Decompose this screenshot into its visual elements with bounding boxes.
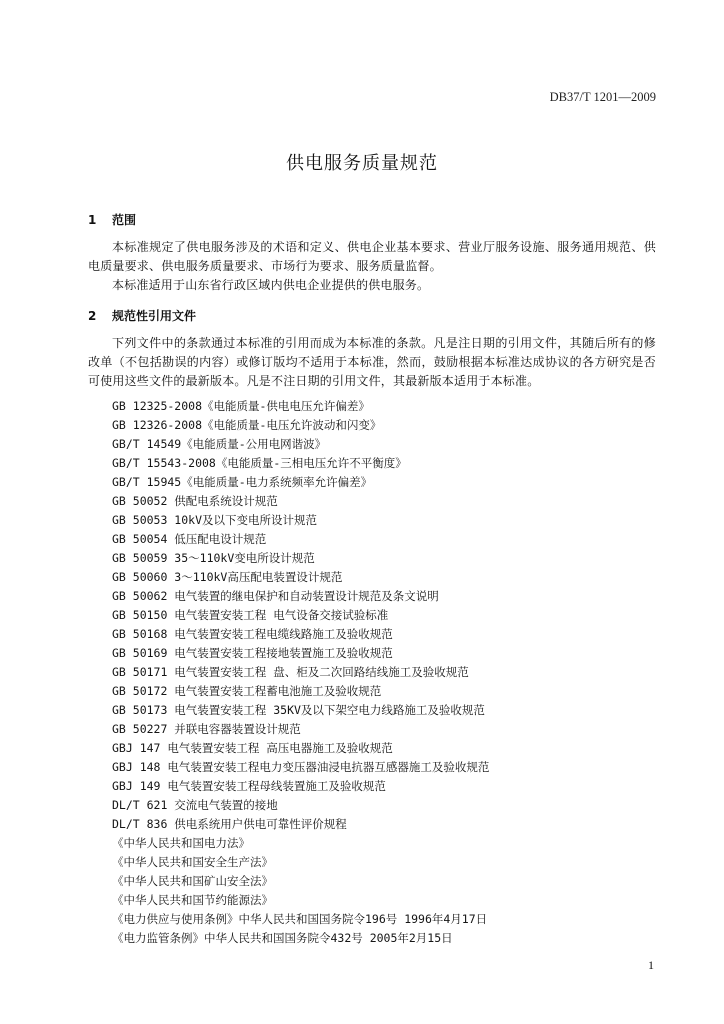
reference-item: GB 50060 3～110kV高压配电装置设计规范	[112, 570, 343, 584]
reference-item: DL/T 836 供电系统用户供电可靠性评价规程	[112, 817, 347, 831]
reference-item: GB 50150 电气装置安装工程 电气设备交接试验标准	[112, 608, 389, 622]
reference-item: GB/T 14549《电能质量-公用电网谐波》	[112, 437, 327, 451]
reference-item: GB 50053 10kV及以下变电所设计规范	[112, 513, 318, 527]
reference-item: 《电力监管条例》中华人民共和国国务院令432号 2005年2月15日	[112, 931, 453, 945]
reference-item: GB 50052 供配电系统设计规范	[112, 494, 278, 508]
reference-item: GB 12326-2008《电能质量-电压允许波动和闪变》	[112, 418, 382, 432]
reference-item: GB 50227 并联电容器装置设计规范	[112, 722, 301, 736]
reference-item: GB 50169 电气装置安装工程接地装置施工及验收规范	[112, 646, 393, 660]
reference-list	[112, 397, 489, 948]
section-title: 范围	[112, 213, 137, 227]
scope-paragraph: 本标准规定了供电服务涉及的术语和定义、供电企业基本要求、营业厅服务设施、服务通用规范、供电质量要求、供电服务质量要求、市场行为要求、服务质量监督。	[88, 240, 656, 273]
reference-item: GBJ 147 电气装置安装工程 高压电器施工及验收规范	[112, 741, 393, 755]
section-heading-normative-references	[88, 307, 196, 324]
section-title: 规范性引用文件	[112, 309, 197, 323]
reference-item: GB/T 15945《电能质量-电力系统频率允许偏差》	[112, 475, 373, 489]
reference-item: 《中华人民共和国矿山安全法》	[112, 874, 273, 888]
reference-item: GB 50168 电气装置安装工程电缆线路施工及验收规范	[112, 627, 393, 641]
scope-applicability-paragraph: 本标准适用于山东省行政区域内供电企业提供的供电服务。	[112, 278, 430, 292]
reference-item: GBJ 149 电气装置安装工程母线装置施工及验收规范	[112, 779, 386, 793]
reference-item: GBJ 148 电气装置安装工程电力变压器油浸电抗器互感器施工及验收规范	[112, 760, 490, 774]
section-number: 1	[88, 213, 97, 227]
section-number: 2	[88, 309, 97, 323]
reference-item: GB 12325-2008《电能质量-供电电压允许偏差》	[112, 399, 370, 413]
reference-item: GB 50171 电气装置安装工程 盘、柜及二次回路结线施工及验收规范	[112, 665, 469, 679]
reference-item: GB 50059 35～110kV变电所设计规范	[112, 551, 315, 565]
reference-item: GB/T 15543-2008《电能质量-三相电压允许不平衡度》	[112, 456, 407, 470]
reference-item: 《中华人民共和国电力法》	[112, 836, 250, 850]
reference-item: GB 50054 低压配电设计规范	[112, 532, 267, 546]
document-title: 供电服务质量规范	[286, 153, 438, 174]
reference-item: 《中华人民共和国节约能源法》	[112, 893, 273, 907]
reference-item: GB 50062 电气装置的继电保护和自动装置设计规范及条文说明	[112, 589, 439, 603]
standard-code: DB37/T 1201—2009	[549, 90, 656, 104]
reference-item: 《中华人民共和国安全生产法》	[112, 855, 273, 869]
reference-item: GB 50172 电气装置安装工程蓄电池施工及验收规范	[112, 684, 382, 698]
normative-references-paragraph: 下列文件中的条款通过本标准的引用而成为本标准的条款。凡是注日期的引用文件，其随后所有的修改单（不包括勘误的内容）或修订版均不适用于本标准，然而，鼓励根据本标准达成协议的各方研究是否可使用这些文件的最新版本。凡是不注日期的引用文件，其最新版本适用于本标准。	[88, 336, 656, 388]
page-number: 1	[648, 958, 654, 972]
reference-item: DL/T 621 交流电气装置的接地	[112, 798, 278, 812]
reference-item: 《电力供应与使用条例》中华人民共和国国务院令196号 1996年4月17日	[112, 912, 488, 926]
section-heading-scope	[88, 211, 136, 228]
reference-item: GB 50173 电气装置安装工程 35KV及以下架空电力线路施工及验收规范	[112, 703, 485, 717]
